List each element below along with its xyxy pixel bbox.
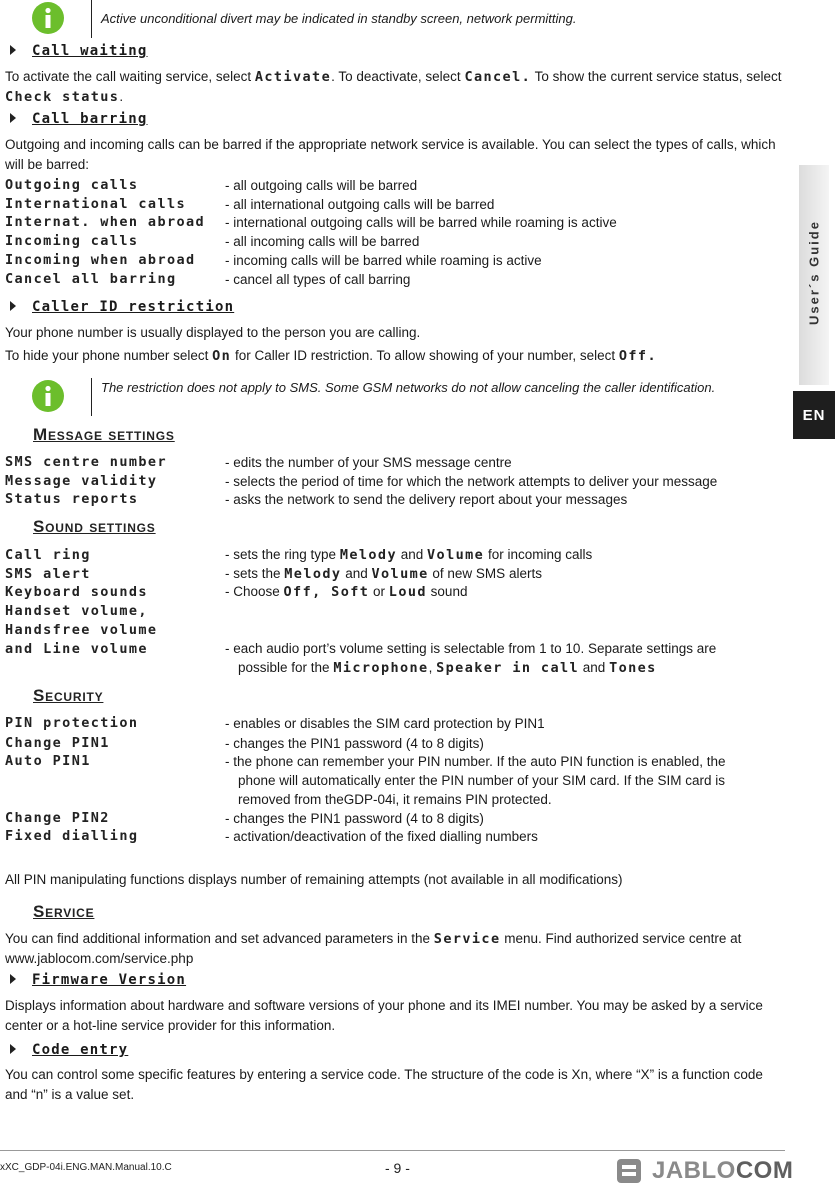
service-text: You can find additional information and set advanced parameters in the Service menu. Find authorized service centre at www.jablocom.com/service.php <box>5 931 742 966</box>
doc-id: xXC_GDP-04i.ENG.MAN.Manual.10.C <box>0 1162 172 1173</box>
option-desc: - each audio port’s volume setting is selectable from 1 to 10. Separate settings are <box>225 641 717 656</box>
call-waiting-text: To activate the call waiting service, select Activate. To deactivate, select Cancel. To show the current service status, select Check status. <box>5 69 782 105</box>
option-label: Change PIN2 <box>5 810 110 826</box>
option-desc: - international outgoing calls will be barred while roaming is active <box>225 215 617 230</box>
option-desc: possible for the Microphone, Speaker in call and Tones <box>238 660 657 676</box>
option-label: Fixed dialling <box>5 828 139 844</box>
language-badge: EN <box>793 391 835 439</box>
heading-security: Security <box>33 686 104 705</box>
heading-call-barring: Call barring <box>10 111 148 127</box>
option-label: and Line volume <box>5 641 148 657</box>
option-label: PIN protection <box>5 715 139 731</box>
caller-id-text-1: Your phone number is usually displayed to the person you are calling. <box>5 325 421 340</box>
option-label: International calls <box>5 196 187 212</box>
option-label: Handset volume, <box>5 603 148 619</box>
heading-message-settings: Message settings <box>33 425 175 444</box>
option-desc: - the phone can remember your PIN number. If the auto PIN function is enabled, the <box>225 754 726 769</box>
option-desc: - sets the Melody and Volume of new SMS alerts <box>225 566 542 582</box>
option-desc: - activation/deactivation of the fixed dialling numbers <box>225 829 538 844</box>
option-desc: - Choose Off, Soft or Loud sound <box>225 584 468 600</box>
option-label: SMS centre number <box>5 454 167 470</box>
side-guide-tab <box>799 165 829 385</box>
bullet-icon <box>10 45 16 55</box>
option-label: Outgoing calls <box>5 177 139 193</box>
option-label: Handsfree volume <box>5 622 158 638</box>
firmware-text: Displays information about hardware and software versions of your phone and its IMEI number. You may be asked by a service center or a hot-line service provider for this information. <box>5 998 763 1033</box>
brand-logo: JABLOCOM <box>652 1157 794 1184</box>
code-entry-text: You can control some specific features by entering a service code. The structure of the code is Xn, where “X” is a function code and “n” is a value set. <box>5 1067 763 1102</box>
option-desc: removed from theGDP-04i, it remains PIN protected. <box>238 792 552 807</box>
option-desc: - changes the PIN1 password (4 to 8 digits) <box>225 811 484 826</box>
option-label: Incoming calls <box>5 233 139 249</box>
heading-service: Service <box>33 902 95 921</box>
heading-call-waiting: Call waiting <box>10 43 148 59</box>
bullet-icon <box>10 301 16 311</box>
option-desc: - all international outgoing calls will be barred <box>225 197 495 212</box>
call-barring-intro: Outgoing and incoming calls can be barred if the appropriate network service is available. You can select the types of calls, which will be barred: <box>5 137 776 172</box>
option-desc: - all outgoing calls will be barred <box>225 178 418 193</box>
side-guide-label: User´s Guide <box>806 220 822 325</box>
option-desc: - selects the period of time for which the network attempts to deliver your message <box>225 474 718 489</box>
option-label: Change PIN1 <box>5 735 110 751</box>
info-icon <box>32 2 64 34</box>
option-label: Status reports <box>5 491 139 507</box>
option-label: Auto PIN1 <box>5 753 91 769</box>
page-number: - 9 - <box>385 1160 410 1176</box>
bullet-icon <box>10 974 16 984</box>
option-desc: - sets the ring type Melody and Volume for incoming calls <box>225 547 593 563</box>
option-desc: - changes the PIN1 password (4 to 8 digits) <box>225 736 484 751</box>
option-desc: - enables or disables the SIM card protection by PIN1 <box>225 716 545 731</box>
heading-sound-settings: Sound settings <box>33 517 156 536</box>
option-desc: - incoming calls will be barred while roaming is active <box>225 253 542 268</box>
note-divider <box>91 0 92 38</box>
option-label: SMS alert <box>5 566 91 582</box>
option-label: Message validity <box>5 473 158 489</box>
option-desc: - edits the number of your SMS message centre <box>225 455 512 470</box>
caller-id-text-2: To hide your phone number select On for Caller ID restriction. To allow showing of your number, select Off. <box>5 348 657 364</box>
heading-firmware-version: Firmware Version <box>10 972 186 988</box>
option-label: Incoming when abroad <box>5 252 196 268</box>
note-divert: Active unconditional divert may be indicated in standby screen, network permitting. <box>101 11 577 26</box>
option-label: Call ring <box>5 547 91 563</box>
option-desc: phone will automatically enter the PIN number of your SIM card. If the SIM card is <box>238 773 725 788</box>
footer-divider <box>0 1150 785 1151</box>
note-divider <box>91 378 92 416</box>
option-desc: - asks the network to send the delivery report about your messages <box>225 492 628 507</box>
jablocom-logo-icon <box>615 1156 645 1186</box>
option-desc: - cancel all types of call barring <box>225 272 411 287</box>
security-footer-text: All PIN manipulating functions displays number of remaining attempts (not available in all modifications) <box>5 872 623 887</box>
option-label: Keyboard sounds <box>5 584 148 600</box>
info-icon <box>32 380 64 412</box>
bullet-icon <box>10 113 16 123</box>
bullet-icon <box>10 1044 16 1054</box>
heading-caller-id: Caller ID restriction <box>10 299 234 315</box>
note-restriction: The restriction does not apply to SMS. Some GSM networks do not allow canceling the caller identification. <box>101 380 716 395</box>
option-label: Internat. when abroad <box>5 214 206 230</box>
option-desc: - all incoming calls will be barred <box>225 234 420 249</box>
heading-code-entry: Code entry <box>10 1042 128 1058</box>
option-label: Cancel all barring <box>5 271 177 287</box>
